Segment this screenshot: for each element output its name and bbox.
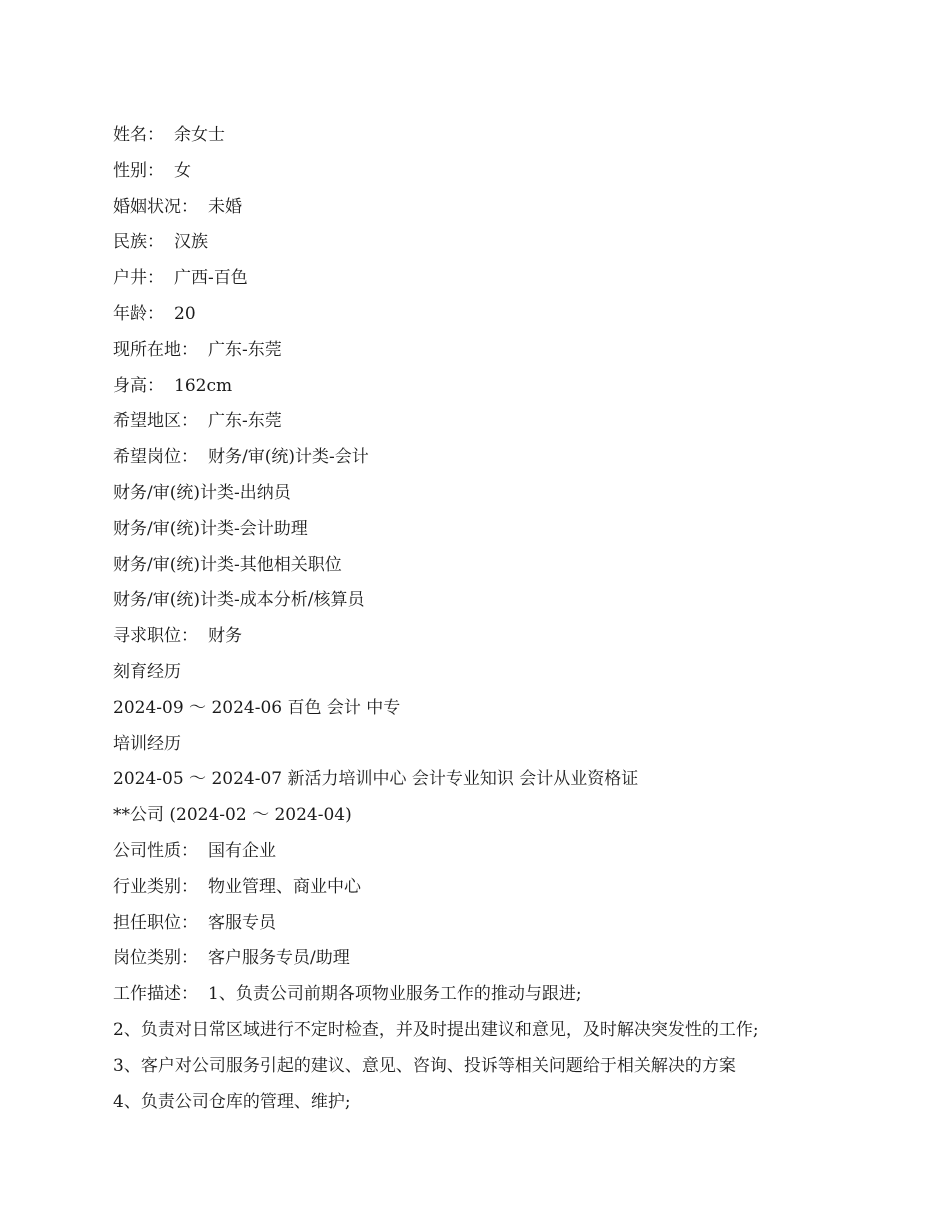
location-label: 现所在地： (113, 339, 198, 360)
company-nature-row (113, 834, 913, 870)
desired-region-value: 广东-东莞 (208, 411, 282, 432)
job-description-item: 2、负责对日常区域进行不定时检查，并及时提出建议和意见，及时解决突发性的工作; (113, 1019, 759, 1040)
gender-value: 女 (174, 160, 191, 181)
industry-value: 物业管理、商业中心 (208, 876, 361, 897)
age-row (113, 297, 913, 333)
job-description-first: 1、负责公司前期各项物业服务工作的推动与跟进; (208, 984, 582, 1005)
hukou-value: 广西-百色 (174, 268, 248, 289)
name-value: 余女士 (174, 125, 225, 145)
gender-row (113, 154, 913, 190)
training-heading: 培训经历 (113, 733, 181, 754)
name-row (113, 118, 913, 154)
height-value: 162cm (174, 375, 233, 396)
resume-content (113, 118, 913, 1120)
hukou-label: 户井： (113, 268, 164, 289)
desired-region-row (113, 404, 913, 440)
education-heading: 刻育经历 (113, 661, 181, 682)
desired-position-label: 希望岗位： (113, 447, 198, 468)
desired-position-row (113, 440, 913, 476)
location-row (113, 333, 913, 369)
marital-label: 婚姻状况： (113, 196, 198, 217)
height-row (113, 369, 913, 405)
training-entry: 2024-05 ～ 2024-07 新活力培训中心 会计专业知识 会计从业资格证 (113, 769, 639, 790)
job-description-item: 3、客户对公司服务引起的建议、意见、咨询、投诉等相关问题给于相关解决的方案 (113, 1055, 736, 1076)
job-description-row (113, 977, 913, 1013)
desired-position-extra: 财务/审(统)计类-成本分析/核算员 (113, 590, 365, 611)
job-category-label: 岗位类别： (113, 948, 198, 969)
ethnicity-label: 民族： (113, 232, 164, 253)
company-nature-label: 公司性质： (113, 840, 198, 861)
name-label: 姓名： (113, 125, 164, 145)
job-position-value: 客服专员 (208, 912, 276, 933)
location-value: 广东-东莞 (208, 339, 282, 360)
ethnicity-row (113, 225, 913, 261)
job-description-item: 4、负责公司仓库的管理、维护; (113, 1091, 351, 1112)
age-value: 20 (174, 303, 196, 324)
desired-position-extra: 财务/审(统)计类-出纳员 (113, 482, 291, 503)
seeking-label: 寻求职位： (113, 626, 198, 647)
seeking-row (113, 619, 913, 655)
gender-label: 性别： (113, 160, 164, 181)
seeking-value: 财务 (208, 626, 242, 647)
job-category-value: 客户服务专员/助理 (208, 948, 350, 969)
industry-row (113, 870, 913, 906)
height-label: 身高： (113, 375, 164, 396)
desired-position-extra: 财务/审(统)计类-其他相关职位 (113, 554, 342, 575)
age-label: 年龄： (113, 303, 164, 324)
desired-position-value: 财务/审(统)计类-会计 (208, 447, 369, 468)
marital-value: 未婚 (208, 196, 242, 217)
company-nature-value: 国有企业 (208, 840, 276, 861)
ethnicity-value: 汉族 (174, 232, 208, 253)
hukou-row (113, 261, 913, 297)
job-position-row (113, 906, 913, 942)
desired-position-extra: 财务/审(统)计类-会计助理 (113, 518, 308, 539)
job-description-label: 工作描述： (113, 984, 198, 1005)
marital-row (113, 190, 913, 226)
desired-region-label: 希望地区： (113, 411, 198, 432)
company-line: **公司 (2024-02 ～ 2024-04) (113, 805, 352, 826)
job-position-label: 担任职位： (113, 912, 198, 933)
industry-label: 行业类别： (113, 876, 198, 897)
education-entry: 2024-09 ～ 2024-06 百色 会计 中专 (113, 697, 401, 718)
job-category-row (113, 941, 913, 977)
